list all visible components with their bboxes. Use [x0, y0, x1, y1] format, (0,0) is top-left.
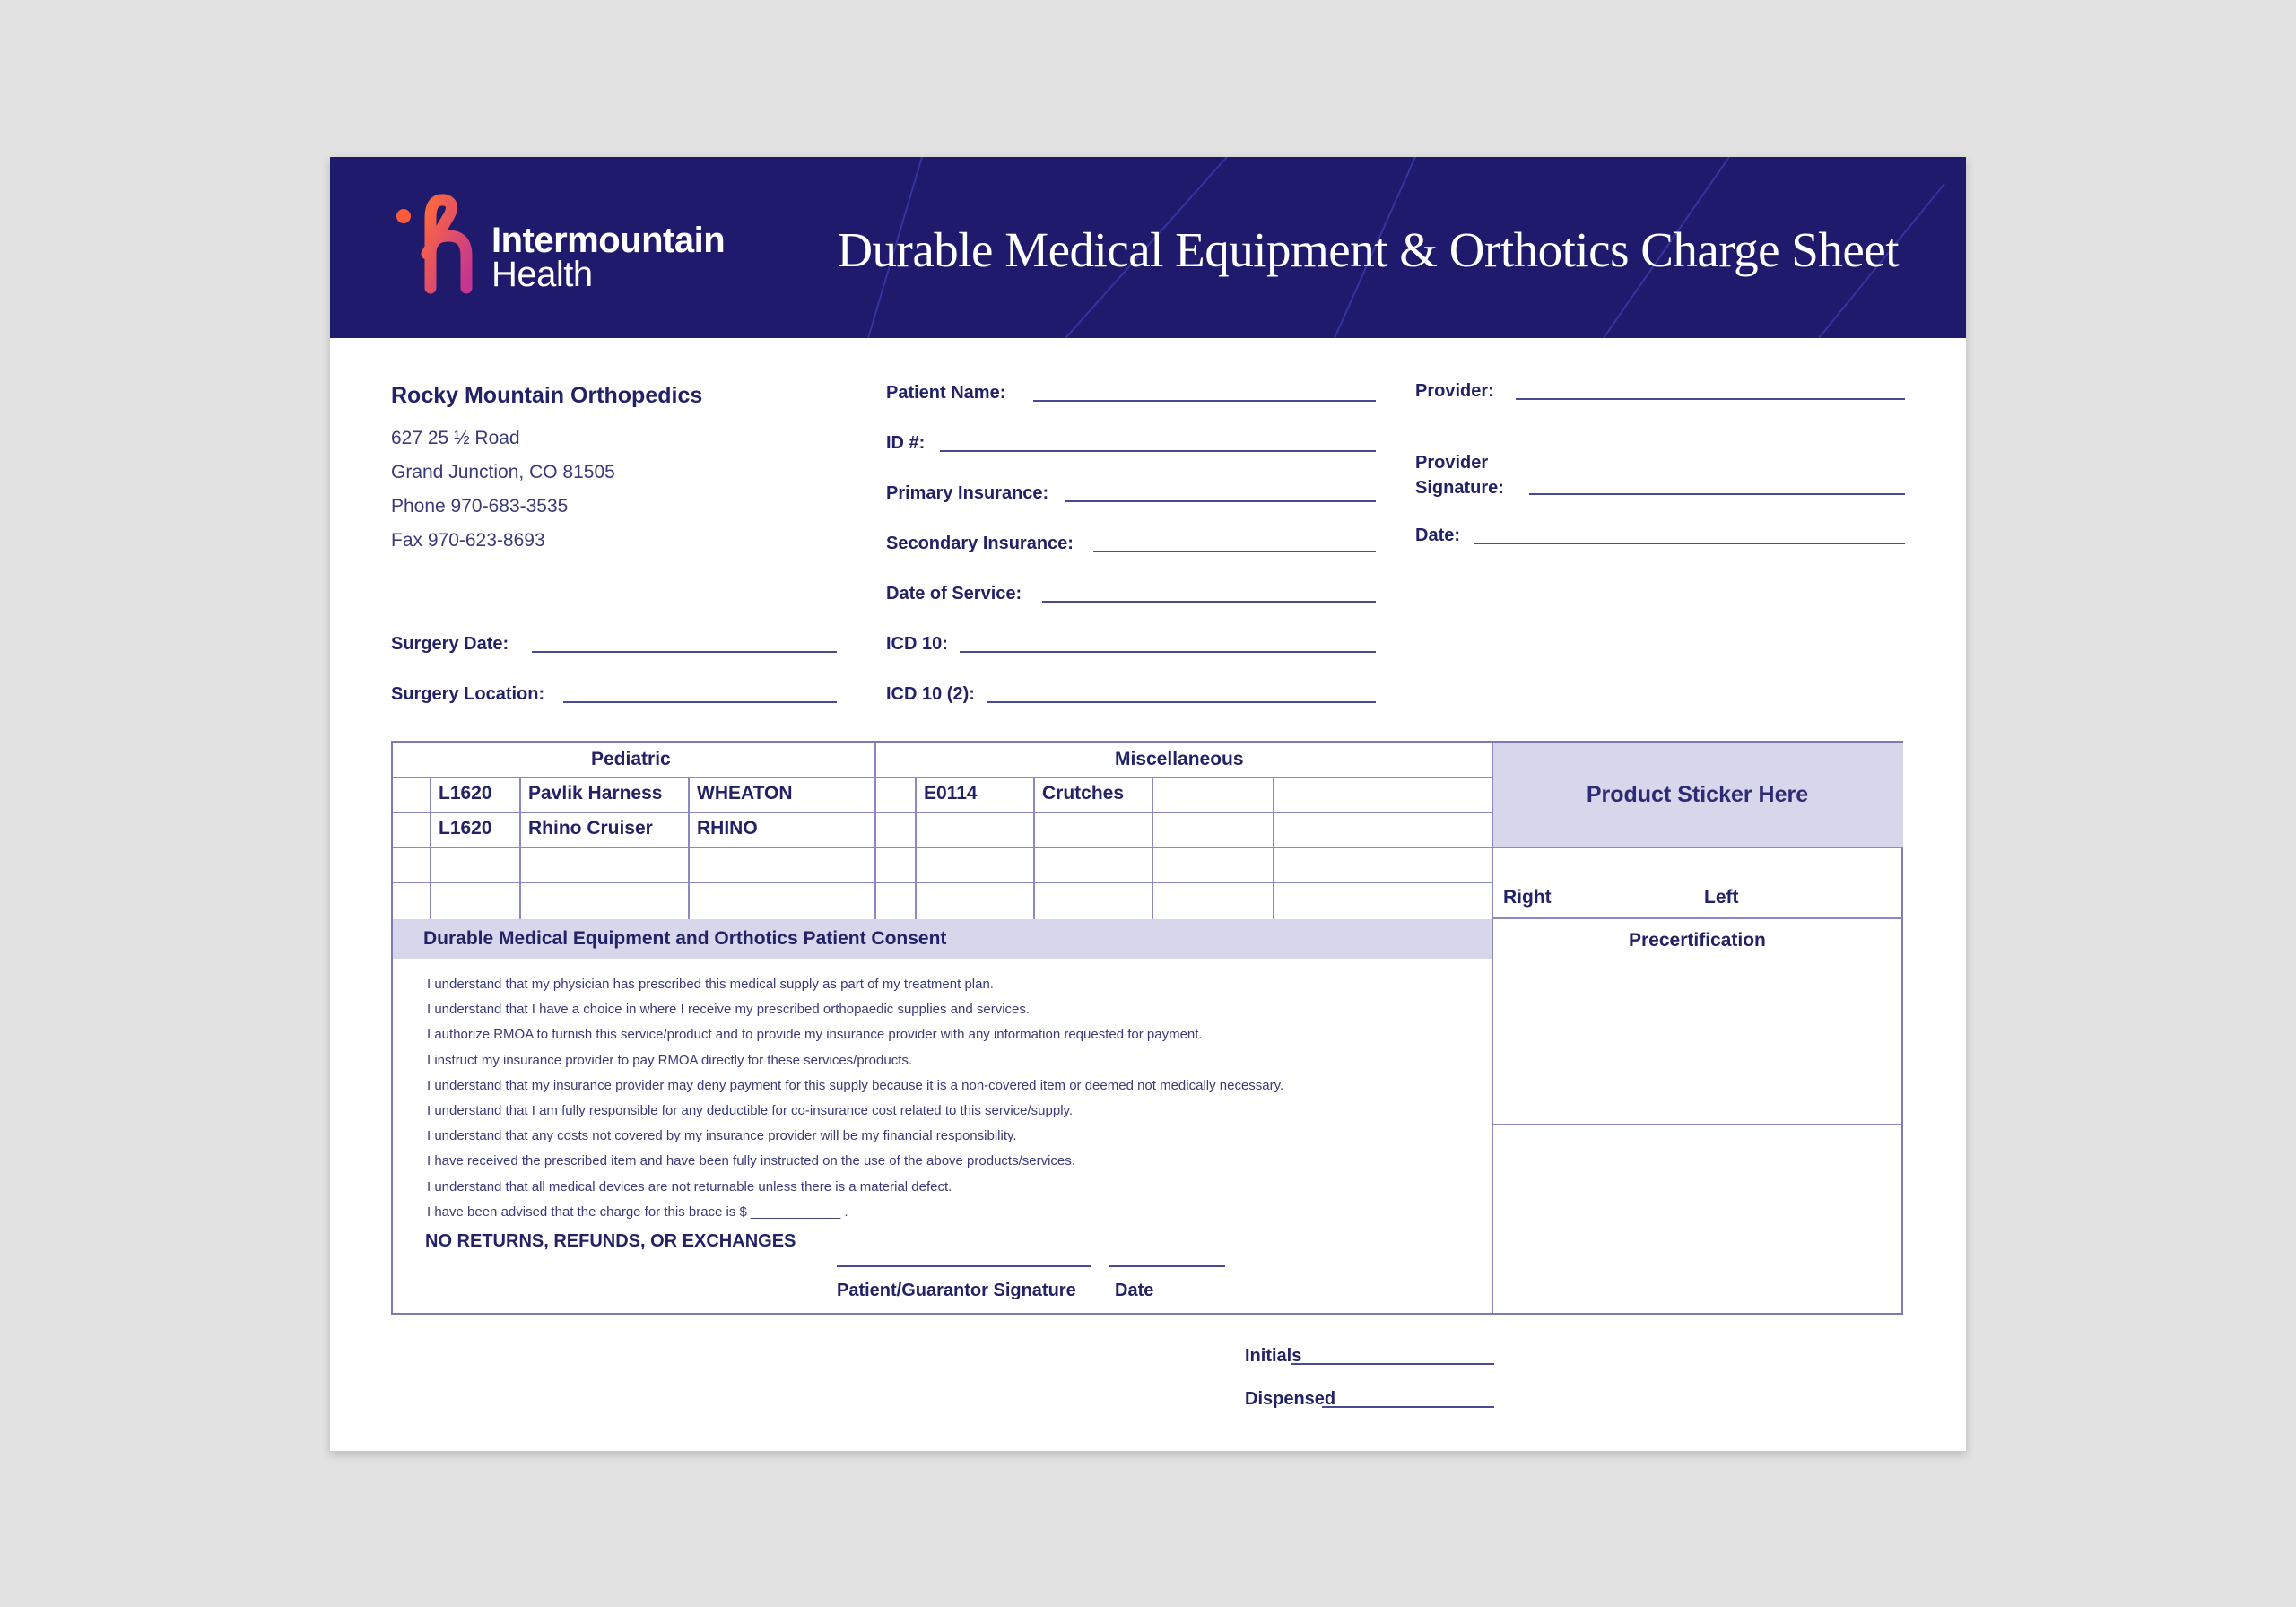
- consent-line: I authorize RMOA to furnish this service/product and to provide my insurance provider with any information requested for payment.: [427, 1027, 1203, 1043]
- surgery-date-field[interactable]: [532, 651, 837, 653]
- consent-line: I understand that all medical devices are not returnable unless there is a material defect.: [427, 1178, 952, 1194]
- brand-line1: Intermountain: [491, 221, 726, 260]
- dispensed-label: Dispensed: [1245, 1389, 1336, 1409]
- surgery-date-label: Surgery Date:: [391, 634, 509, 654]
- equipment-grid: [391, 741, 1903, 1315]
- product-sticker-label: Product Sticker Here: [1586, 782, 1809, 807]
- grid-rule: [915, 777, 917, 919]
- left-label: Left: [1704, 887, 1739, 908]
- grid-rule: [393, 847, 1903, 848]
- icd10-label: ICD 10:: [886, 634, 948, 654]
- primary-insurance-label: Primary Insurance:: [886, 483, 1049, 503]
- icd10-field[interactable]: [960, 651, 1376, 653]
- grid-rule: [393, 882, 1492, 883]
- signature-date-field[interactable]: [1109, 1265, 1225, 1267]
- page-title: Durable Medical Equipment & Orthotics Charge Sheet: [837, 222, 1899, 277]
- grid-rule: [688, 777, 690, 919]
- secondary-insurance-label: Secondary Insurance:: [886, 534, 1074, 553]
- clinic-name: Rocky Mountain Orthopedics: [391, 383, 703, 408]
- provider-signature-label-1: Provider: [1415, 453, 1489, 473]
- icd10-2-field[interactable]: [987, 701, 1376, 703]
- date-label: Date:: [1415, 526, 1461, 545]
- grid-rule: [393, 812, 1492, 813]
- date-of-service-label: Date of Service:: [886, 584, 1022, 604]
- clinic-fax: Fax 970-623-8693: [391, 530, 545, 551]
- header-banner: [330, 157, 1966, 338]
- consent-line: I instruct my insurance provider to pay RMOA directly for these services/products.: [427, 1052, 913, 1068]
- misc-header: Miscellaneous: [1115, 749, 1244, 769]
- consent-text: [427, 972, 1283, 1225]
- intermountain-logo-icon: [391, 191, 481, 299]
- grid-rule: [393, 777, 1492, 778]
- consent-line: I have received the prescribed item and have been fully instructed on the use of the above products/services.: [427, 1153, 1075, 1169]
- grid-rule: [1492, 917, 1903, 919]
- provider-label: Provider:: [1415, 381, 1494, 401]
- pediatric-brand: WHEATON: [697, 783, 793, 804]
- pediatric-header: Pediatric: [591, 749, 671, 769]
- pediatric-brand: RHINO: [697, 818, 758, 838]
- surgery-location-field[interactable]: [563, 701, 837, 703]
- secondary-insurance-field[interactable]: [1093, 551, 1376, 552]
- consent-line: I understand that I have a choice in where I receive my prescribed orthopaedic supplies and services.: [427, 1002, 1031, 1018]
- consent-heading: Durable Medical Equipment and Orthotics Patient Consent: [423, 928, 947, 949]
- id-label: ID #:: [886, 433, 926, 453]
- provider-signature-label-2: Signature:: [1415, 478, 1504, 498]
- grid-rule: [1273, 777, 1274, 919]
- date-of-service-field[interactable]: [1042, 601, 1376, 603]
- charge-sheet: [330, 157, 1966, 1451]
- consent-line: I understand that I am fully responsible for any deductible for co-insurance cost related to this service/supply.: [427, 1103, 1074, 1119]
- consent-line: I have been advised that the charge for this brace is $ ____________ .: [427, 1203, 848, 1220]
- consent-line: I understand that my physician has prescribed this medical supply as part of my treatment plan.: [427, 977, 994, 992]
- consent-heading-bar: [393, 919, 1492, 959]
- grid-rule: [1492, 1124, 1903, 1125]
- patient-name-field[interactable]: [1033, 400, 1376, 402]
- dispensed-field[interactable]: [1322, 1406, 1494, 1408]
- signature-date-label: Date: [1115, 1281, 1154, 1300]
- no-returns-notice: NO RETURNS, REFUNDS, OR EXCHANGES: [425, 1231, 796, 1251]
- clinic-city: Grand Junction, CO 81505: [391, 462, 615, 482]
- surgery-location-label: Surgery Location:: [391, 684, 545, 704]
- patient-name-label: Patient Name:: [886, 383, 1006, 403]
- patient-signature-label: Patient/Guarantor Signature: [837, 1281, 1076, 1300]
- misc-code: E0114: [924, 783, 978, 804]
- patient-signature-field[interactable]: [837, 1265, 1091, 1267]
- id-field[interactable]: [940, 450, 1376, 452]
- pediatric-code: L1620: [439, 818, 492, 838]
- clinic-address: 627 25 ½ Road: [391, 428, 520, 448]
- consent-line: I understand that my insurance provider may deny payment for this supply because it is a non-covered item or deemed not medically necessary.: [427, 1077, 1284, 1093]
- pediatric-item: Pavlik Harness: [528, 783, 663, 804]
- grid-rule: [1033, 777, 1035, 919]
- right-label: Right: [1503, 887, 1552, 908]
- grid-rule: [430, 777, 431, 919]
- grid-rule: [874, 743, 876, 919]
- pediatric-code: L1620: [439, 783, 492, 804]
- provider-field[interactable]: [1516, 398, 1905, 400]
- clinic-phone: Phone 970-683-3535: [391, 496, 569, 517]
- initials-field[interactable]: [1292, 1363, 1494, 1365]
- brand-line2: Health: [491, 255, 593, 294]
- grid-rule: [1152, 777, 1153, 919]
- initials-label: Initials: [1245, 1346, 1302, 1366]
- grid-rule: [1492, 743, 1493, 1313]
- grid-rule: [519, 777, 521, 919]
- brand-name: [491, 221, 726, 294]
- clinic-info: [391, 383, 702, 558]
- primary-insurance-field[interactable]: [1065, 500, 1376, 502]
- misc-item: Crutches: [1042, 783, 1125, 804]
- product-sticker-box: [1492, 743, 1903, 847]
- icd10-2-label: ICD 10 (2):: [886, 684, 975, 704]
- consent-line: I understand that any costs not covered by my insurance provider will be my financial responsibility.: [427, 1128, 1017, 1144]
- date-field[interactable]: [1474, 543, 1905, 544]
- provider-signature-field[interactable]: [1529, 493, 1905, 495]
- pediatric-item: Rhino Cruiser: [528, 818, 653, 838]
- precertification-label: Precertification: [1629, 930, 1766, 951]
